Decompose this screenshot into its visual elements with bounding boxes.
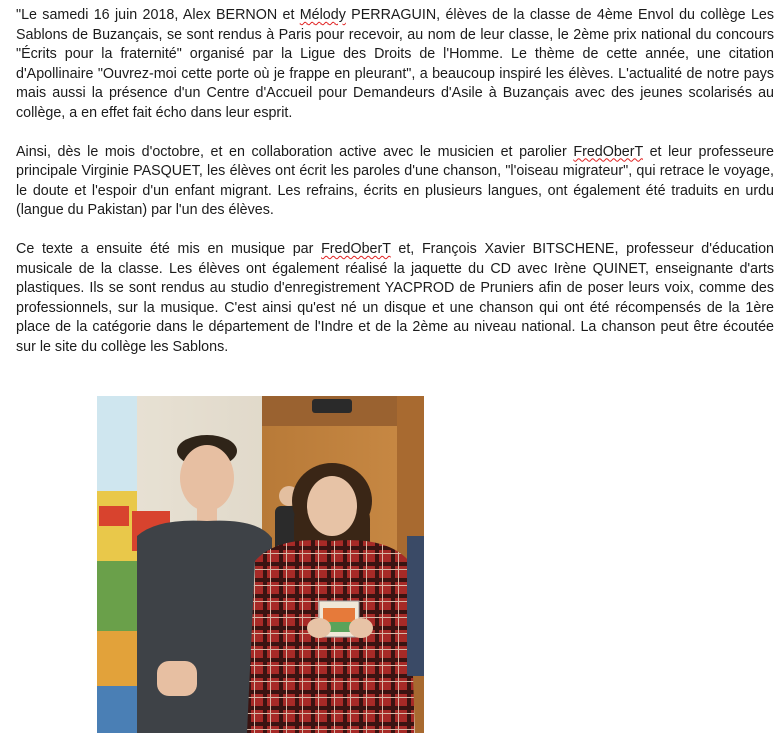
students-photo[interactable] xyxy=(97,396,424,733)
misspelled-word[interactable]: FredOberT xyxy=(321,241,391,257)
misspelled-word[interactable]: FredOberT xyxy=(573,143,643,160)
paragraph-text: "Le samedi 16 juin 2018, Alex BERNON et xyxy=(16,7,300,23)
photo-illustration xyxy=(97,396,424,733)
paragraph-text: et, François Xavier BITSCHENE, professeur d'éducation musicale de la classe. Les élèves ont également réalisé la jaquette du CD avec Irène QUINET, enseignante d'arts plastiques. Ils se sont rendus au studio d'enregistrement YACPROD de Pruniers afin de poser leurs voix, comme des professionnels, sur la musique. C'est ainsi qu'est né un disque et une chanson qui ont été récompensés de la 1ère place de la catégorie dans le département de l'Indre et de la 2ème au niveau national. La chanson peut être écoutée sur le site du collège les Sablons. xyxy=(16,241,774,355)
document-body xyxy=(16,6,774,377)
paragraph-prize xyxy=(16,6,774,123)
paragraph-text: et leur professeure principale Virginie PASQUET, les élèves ont écrit les paroles d'une chanson, "l'oiseau migrateur", qui retrace le voyage, le doute et l'espoir d'un enfant migrant. Les refrains, écrits en plusieurs langues, ont également été traduits en urdu (langue du Pakistan) par l'un des élèves. xyxy=(16,143,774,218)
paragraph-text: PERRAGUIN, élèves de la classe de 4ème Envol du collège Les Sablons de Buzançais, se sont rendus à Paris pour recevoir, au nom de leur classe, le 2ème prix national du concours "Écrits pour la fraternité" organisé par la Ligue des Droits de l'Homme. Le thème de cette année, une citation d'Apollinaire "Ouvrez-moi cette porte où je frappe en pleurant", a beaucoup inspiré les élèves. L'actualité de notre pays mais aussi la présence d'un Centre d'Accueil pour Demandeurs d'Asile à Buzançais avec des jeunes scolarisés au collège, a en effet fait écho dans leur esprit. xyxy=(16,7,774,121)
paragraph-text: Ce texte a ensuite été mis en musique par xyxy=(16,241,322,257)
paragraph-music-recording xyxy=(16,240,774,357)
misspelled-word[interactable]: Mélody xyxy=(299,7,346,23)
paragraph-text: Ainsi, dès le mois d'octobre, et en collaboration active avec le musicien et parolier xyxy=(16,143,574,160)
paragraph-song-writing xyxy=(16,143,774,221)
